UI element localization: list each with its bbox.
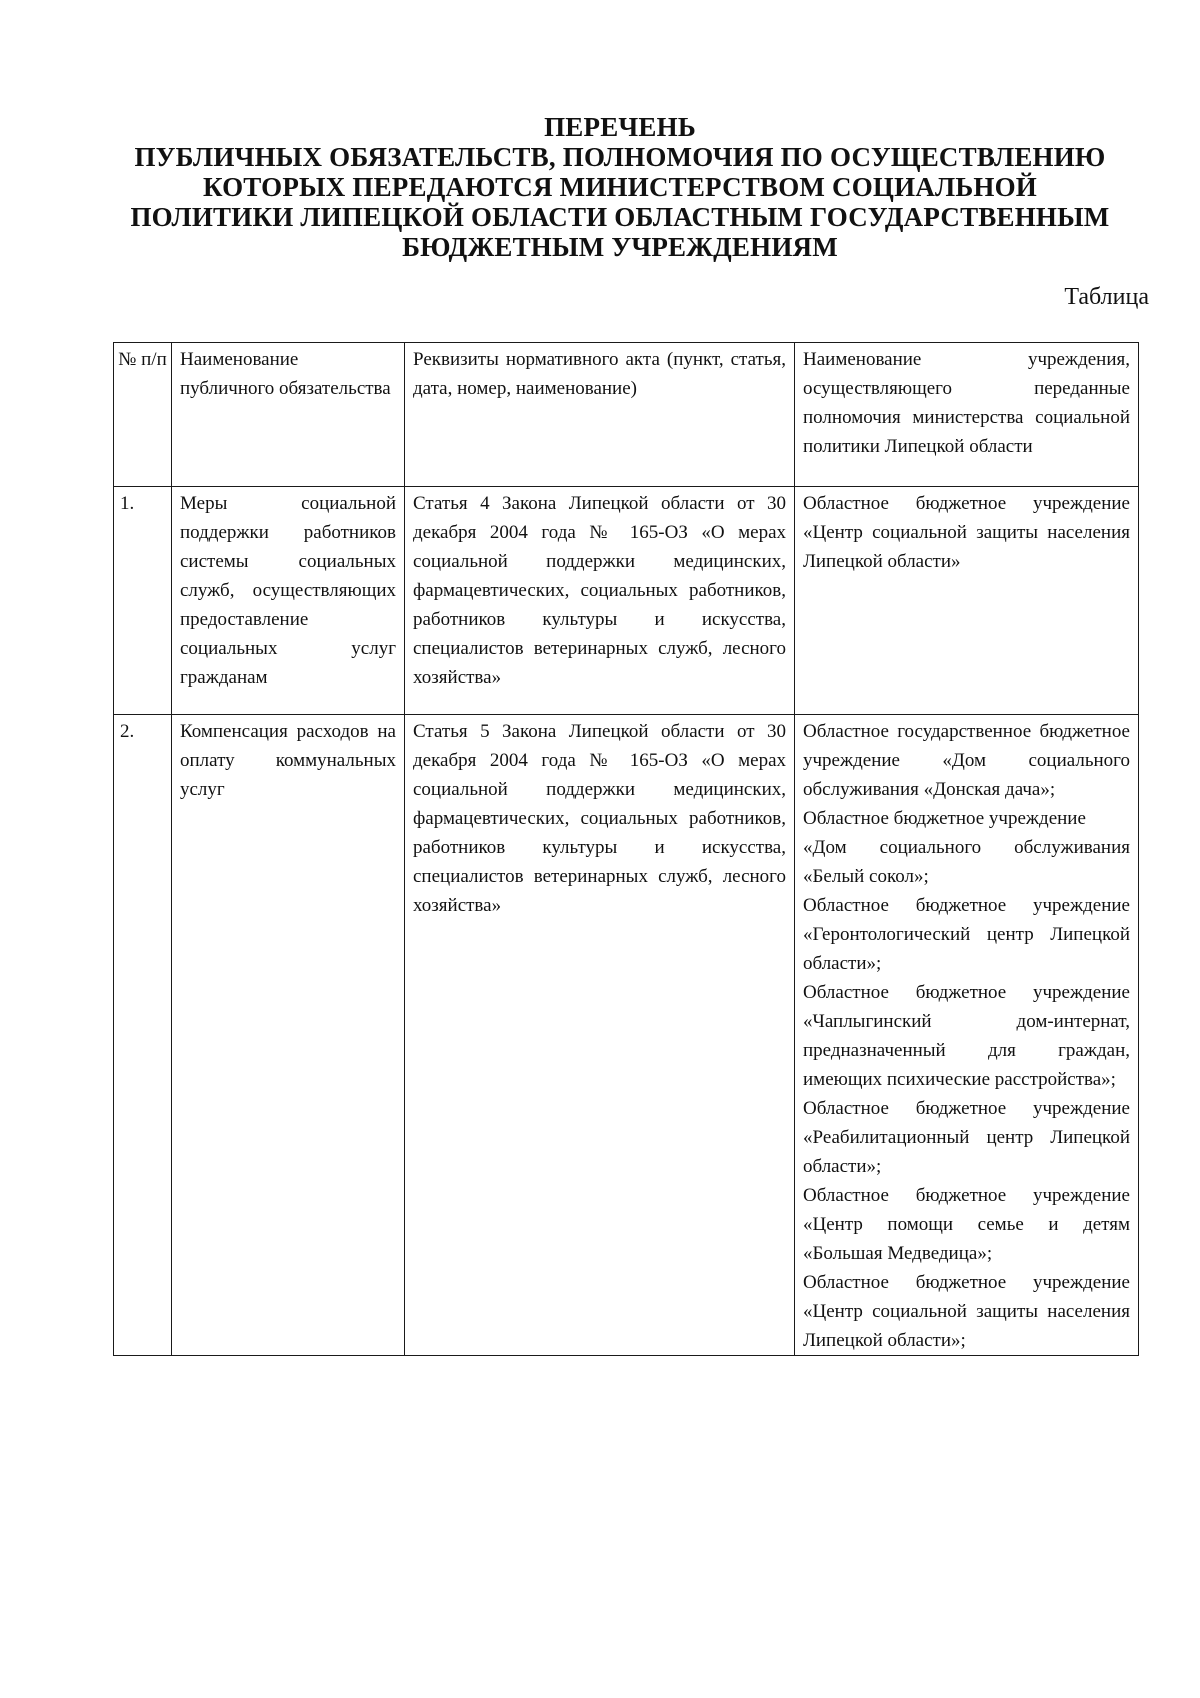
institution-entry: Областное бюджетное учреждение «Центр социальной защиты населения Липецкой области»;	[803, 1272, 1130, 1351]
document-title	[100, 112, 1140, 262]
row-obligation-name: Компенсация расходов на оплату коммунальных услуг	[172, 715, 405, 1356]
title-line: КОТОРЫХ ПЕРЕДАЮТСЯ МИНИСТЕРСТВОМ СОЦИАЛЬНОЙ	[202, 172, 1038, 202]
table-row	[114, 487, 1139, 715]
table-label: Таблица	[1064, 284, 1149, 310]
header-name: Наименование публичного обязательства	[172, 343, 405, 487]
title-line: ПОЛИТИКИ ЛИПЕЦКОЙ ОБЛАСТИ ОБЛАСТНЫМ ГОСУДАРСТВЕННЫМ	[130, 202, 1110, 232]
row-num: 1.	[114, 487, 172, 715]
institution-entry: Областное бюджетное учреждение «Геронтологический центр Липецкой области»;	[803, 895, 1130, 974]
header-act: Реквизиты нормативного акта (пункт, статья, дата, номер, наименование)	[405, 343, 795, 487]
header-institution: Наименование учреждения, осуществляющего переданные полномочия министерства социальной политики Липецкой области	[795, 343, 1139, 487]
header-num: № п/п	[114, 343, 172, 487]
institution-entry: Областное бюджетное учреждение «Центр помощи семье и детям «Большая Медведица»;	[803, 1185, 1130, 1264]
row-institutions	[795, 487, 1139, 715]
title-line: ПЕРЕЧЕНЬ	[544, 112, 696, 142]
institution-entry: Областное бюджетное учреждение	[803, 808, 1086, 829]
obligations-table	[113, 342, 1139, 1356]
title-line: ПУБЛИЧНЫХ ОБЯЗАТЕЛЬСТВ, ПОЛНОМОЧИЯ ПО ОСУЩЕСТВЛЕНИЮ	[134, 142, 1106, 172]
table-row	[114, 715, 1139, 1356]
row-act: Статья 5 Закона Липецкой области от 30 декабря 2004 года № 165-ОЗ «О мерах социальной поддержки медицинских, фармацевтических, социальных работников, работников культуры и искусства, специалистов ветеринарных служб, лесного хозяйства»	[405, 715, 795, 1356]
institution-entry: Областное бюджетное учреждение «Центр социальной защиты населения Липецкой области»	[803, 493, 1130, 572]
institution-entry: Областное бюджетное учреждение «Реабилитационный центр Липецкой области»;	[803, 1098, 1130, 1177]
row-act: Статья 4 Закона Липецкой области от 30 декабря 2004 года № 165-ОЗ «О мерах социальной поддержки медицинских, фармацевтических, социальных работников, работников культуры и искусства, специалистов ветеринарных служб, лесного хозяйства»	[405, 487, 795, 715]
table-header-row	[114, 343, 1139, 487]
row-obligation-name: Меры социальной поддержки работников системы социальных служб, осуществляющих предоставление социальных услуг гражданам	[172, 487, 405, 715]
institution-entry: «Дом социального обслуживания «Белый сокол»;	[803, 837, 1130, 887]
institution-entry: Областное государственное бюджетное учреждение «Дом социального обслуживания «Донская дача»;	[803, 721, 1130, 800]
row-num: 2.	[114, 715, 172, 1356]
row-institutions	[795, 715, 1139, 1356]
institution-entry: Областное бюджетное учреждение «Чаплыгинский дом-интернат, предназначенный для граждан, имеющих психические расстройства»;	[803, 982, 1130, 1090]
title-line: БЮДЖЕТНЫМ УЧРЕЖДЕНИЯМ	[402, 232, 838, 262]
